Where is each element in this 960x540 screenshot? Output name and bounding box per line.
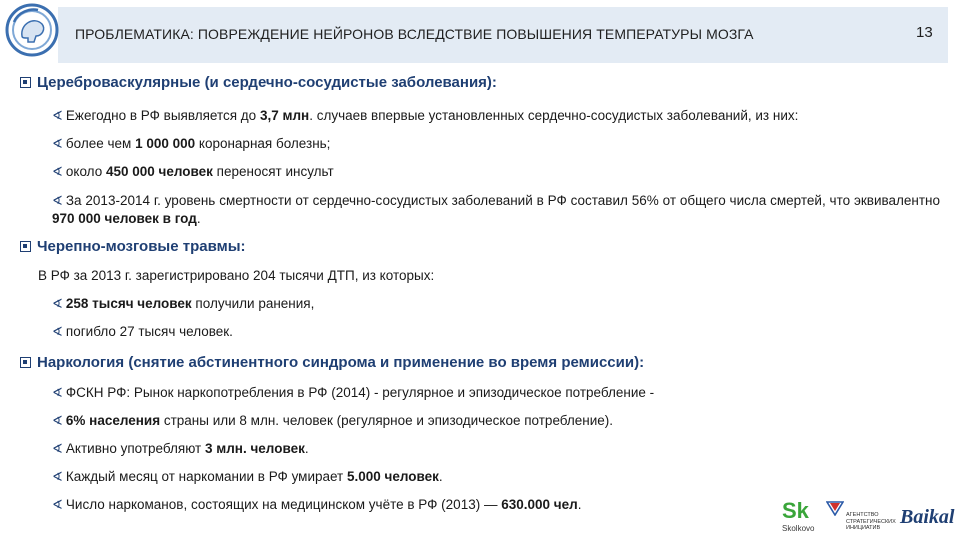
skolkovo-label: Skolkovo [782,524,815,533]
list-item: ∢ более чем 1 000 000 коронарная болезнь; [52,136,331,151]
list-item: ∢ За 2013-2014 г. уровень смертности от сердечно-сосудистых заболеваний в РФ составил 56% от общего числа смертей, что эквивалентно 970 000 человек в год. [52,193,940,226]
asi-label-line: СТРАТЕГИЧЕСКИХ [846,518,896,525]
list-item: ∢ 6% населения страны или 8 млн. человек (регулярное и эпизодическое потребление). [52,413,614,428]
list-item: ∢ Число наркоманов, состоящих на медицинском учёте в РФ (2013) — 630.000 чел. [52,497,582,512]
slide-title: ПРОБЛЕМАТИКА: ПОВРЕЖДЕНИЕ НЕЙРОНОВ ВСЛЕДСТВИЕ ПОВЫШЕНИЯ ТЕМПЕРАТУРЫ МОЗГА [75,26,754,42]
checkbox-bullet-icon [20,77,31,88]
check-bullet-icon: ∢ [52,385,63,400]
list-item: ∢ Каждый месяц от наркомании в РФ умирает 5.000 человек. [52,469,443,484]
list-item: ∢ погибло 27 тысяч человек. [52,324,233,339]
asi-logo [826,500,896,536]
check-bullet-icon: ∢ [52,441,63,456]
check-bullet-icon: ∢ [52,193,63,208]
check-bullet-icon: ∢ [52,497,63,512]
page-number: 13 [916,24,933,41]
list-item: ∢ ФСКН РФ: Рынок наркопотребления в РФ (2014) - регулярное и эпизодическое потребление - [52,385,655,400]
skolkovo-logo [782,500,822,536]
list-item: ∢ Активно употребляют 3 млн. человек. [52,441,309,456]
section-heading-trauma: Черепно-мозговые травмы: [20,238,246,255]
checkbox-bullet-icon [20,357,31,368]
baikal-wordmark: Baikal [900,506,955,528]
asi-arrow-icon [826,500,844,516]
skolkovo-mark: Sk [782,498,809,523]
baikal-logo [900,500,956,536]
check-bullet-icon: ∢ [52,469,63,484]
section-heading-narco: Наркология (снятие абстинентного синдрома и применение во время ремиссии): [20,354,644,371]
check-bullet-icon: ∢ [52,136,63,151]
list-item: ∢ около 450 000 человек переносят инсульт [52,164,334,179]
asi-label-line: АГЕНТСТВО [846,512,879,518]
check-bullet-icon: ∢ [52,164,63,179]
list-item: ∢ 258 тысяч человек получили ранения, [52,296,315,311]
check-bullet-icon: ∢ [52,413,63,428]
checkbox-bullet-icon [20,241,31,252]
check-bullet-icon: ∢ [52,108,63,123]
list-item: ∢ Ежегодно в РФ выявляется до 3,7 млн. случаев впервые установленных сердечно-сосудистых заболеваний, из них: [52,108,799,123]
section-heading-cardio: Цереброваскулярные (и сердечно-сосудистые заболевания): [20,74,497,91]
trauma-intro: В РФ за 2013 г. зарегистрировано 204 тысячи ДТП, из которых: [38,268,435,283]
check-bullet-icon: ∢ [52,296,63,311]
asi-label-line: ИНИЦИАТИВ [846,525,881,531]
check-bullet-icon: ∢ [52,324,63,339]
